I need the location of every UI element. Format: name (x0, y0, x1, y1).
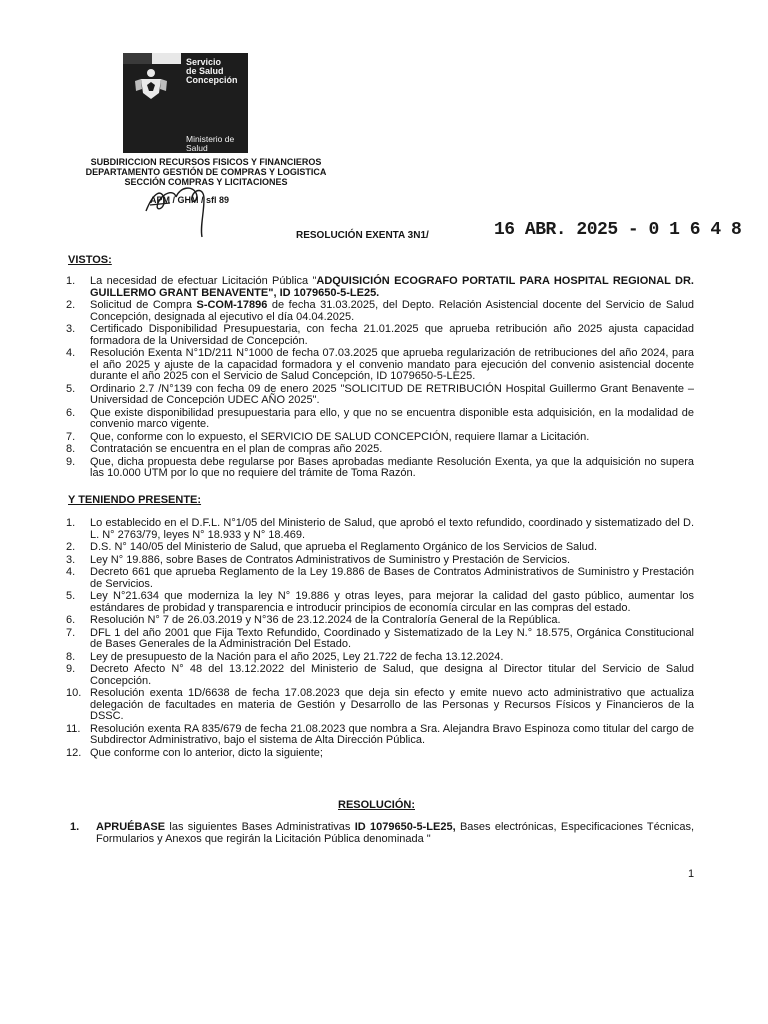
text-segment: Que existe disponibilidad presupuestaria para ello, y que no se encuentra disponible esta adquisición, en la modalidad de convenio marco vigente. (90, 406, 694, 430)
resolucion-item-number: 1. (70, 821, 80, 833)
text-segment: Bases electrónicas, Especificaciones Técnicas, Formularios y Anexos que regirán la Licitación Pública denominada " (96, 821, 694, 845)
org-line: SECCIÓN COMPRAS Y LICITACIONES (124, 177, 288, 187)
vistos-item (66, 408, 694, 431)
vistos-item (66, 384, 694, 407)
vistos-item (66, 324, 694, 347)
org-line: SUBDIRICCION RECURSOS FISICOS Y FINANCIEROS (90, 157, 322, 167)
item-number: 1. (66, 275, 76, 287)
item-text (90, 348, 694, 383)
logo-service-name (186, 58, 248, 85)
item-number: 7. (66, 430, 76, 443)
item-text: Resolución N° 7 de 26.03.2019 y N°36 de 23.12.2024 de la Contraloría General de la República. (90, 614, 561, 626)
teniendo-item (66, 518, 694, 541)
item-number: 10. (66, 687, 82, 699)
resolucion-heading: RESOLUCIÓN: (338, 799, 415, 811)
teniendo-heading: Y TENIENDO PRESENTE: (68, 494, 202, 506)
item-text: D.S. N° 140/05 del Ministerio de Salud, que aprueba el Reglamento Orgánico de los Servicios de Salud. (90, 541, 598, 553)
text-segment: Que, dicha propuesta debe regularse por Bases aprobadas mediante Resolución Exenta, ya que la adquisición no supera las 10.000 UTM por lo que no requiere del trámite de Toma Razón. (90, 455, 694, 479)
item-text (90, 457, 694, 480)
logo-ministry-line: Ministerio de (186, 134, 235, 144)
item-number: 5. (66, 382, 76, 395)
item-number: 8. (66, 650, 76, 663)
text-segment: de fecha 31.03.2025, del Depto. Relación Asistencial docente del Servicio de Salud Concepción, designada al ejecutivo el día 04.04.2025. (90, 299, 694, 323)
logo-service-line: Concepción (186, 75, 238, 85)
item-text: Decreto Afecto N° 48 del 13.12.2022 del Ministerio de Salud, que designa al Director titular del Servicio de Salud Concepción. (90, 663, 694, 687)
item-text: Resolución exenta RA 835/679 de fecha 21.08.2023 que nombra a Sra. Alejandra Bravo Espinoza como titular del cargo de Subdirector Administrativo, bajo el sistema de Alta Dirección Pública. (90, 722, 694, 746)
text-segment: Resolución Exenta N°1D/211 N°1000 de fecha 07.03.2025 que aprueba regularización de retribuciones del año 2024, para el año 2025 y ajuste de la capacidad formadora y el convenio mandato para ejecución del convenio asistencial docente durante el año 2025 con el Servicio de Salud Concepción, ID 1079650-5-LE25. (90, 347, 694, 382)
logo-color-stripe (123, 53, 181, 64)
resolution-label: RESOLUCIÓN EXENTA 3N1/ (296, 230, 429, 241)
handwritten-signature (140, 183, 220, 238)
item-number: 9. (66, 663, 76, 675)
item-number: 5. (66, 590, 76, 602)
teniendo-item (66, 615, 694, 627)
chile-coat-of-arms-icon (133, 67, 169, 101)
item-number: 6. (66, 614, 76, 626)
item-text: DFL 1 del año 2001 que Fija Texto Refundido, Coordinado y Sistematizado de la Ley N.° 18.575, Orgánica Constitucional de Bases Generales de la Administración Del Estado. (90, 626, 694, 650)
item-number: 1. (66, 517, 76, 529)
vistos-item (66, 348, 694, 383)
teniendo-item (66, 628, 694, 651)
bold-text: ADQUISICIÓN ECOGRAFO PORTATIL PARA HOSPITAL REGIONAL DR. GUILLERMO GRANT BENAVENTE", ID 1079650-5-LE25. (90, 275, 694, 299)
item-number: 3. (66, 553, 76, 566)
text-segment: Solicitud de Compra (90, 299, 197, 311)
item-number: 7. (66, 626, 76, 639)
org-line: DEPARTAMENTO GESTIÓN DE COMPRAS Y LOGISTICA (85, 167, 327, 177)
teniendo-item (66, 652, 694, 664)
logo-ministry-line: Salud (186, 143, 208, 153)
item-text: Decreto 661 que aprueba Reglamento de la Ley 19.886 de Bases de Contratos Administrativos de Suministro y Prestación de Servicios. (90, 566, 694, 590)
item-number: 2. (66, 299, 76, 311)
bold-text: ID 1079650-5-LE25, (354, 821, 456, 833)
teniendo-item (66, 748, 694, 760)
vistos-item (66, 300, 694, 323)
item-number: 12. (66, 746, 82, 759)
item-text (90, 276, 694, 299)
item-number: 4. (66, 347, 76, 359)
item-text (90, 432, 694, 444)
item-number: 4. (66, 566, 76, 578)
teniendo-item (66, 688, 694, 723)
vistos-item (66, 444, 694, 456)
item-text: Ley de presupuesto de la Nación para el año 2025, Ley 21.722 de fecha 13.12.2024. (90, 650, 504, 663)
text-segment: Certificado Disponibilidad Presupuestaria, con fecha 21.01.2025 que aprueba retribución año 2025 ajusta capacidad formadora de la Universidad de Concepción. (90, 323, 694, 347)
teniendo-item (66, 542, 694, 554)
text-segment: La necesidad de efectuar Licitación Pública " (90, 275, 317, 287)
teniendo-item (66, 555, 694, 567)
vistos-item (66, 457, 694, 480)
resolucion-item-text (96, 821, 694, 845)
item-text (90, 300, 694, 323)
bold-text: S-COM-17896 (196, 299, 268, 311)
text-segment: Que, conforme con lo expuesto, el SERVICIO DE SALUD CONCEPCIÓN, requiere llamar a Licitación. (90, 430, 590, 443)
item-text (90, 444, 694, 456)
teniendo-item (66, 567, 694, 590)
teniendo-item (66, 664, 694, 687)
item-number: 9. (66, 455, 76, 468)
page-number: 1 (688, 868, 695, 880)
item-number: 2. (66, 541, 76, 553)
teniendo-list (66, 518, 694, 760)
item-text: Que conforme con lo anterior, dicto la siguiente; (90, 746, 323, 759)
item-number: 8. (66, 443, 76, 455)
teniendo-item (66, 724, 694, 747)
item-text (90, 408, 694, 431)
vistos-heading: VISTOS: (68, 254, 112, 266)
item-text (90, 324, 694, 347)
item-text (90, 384, 694, 407)
text-segment: las siguientes Bases Administrativas (165, 821, 355, 833)
vistos-list (66, 276, 694, 481)
item-text: Ley N° 19.886, sobre Bases de Contratos Administrativos de Suministro y Prestación de Servicios. (90, 553, 571, 566)
teniendo-item (66, 591, 694, 614)
item-text: Lo establecido en el D.F.L. N°1/05 del Ministerio de Salud, que aprobó el texto refundido, coordinado y sistematizado del D. L. N° 2763/79, leyes N° 18.933 y N° 18.469. (90, 517, 694, 541)
text-segment: Contratación se encuentra en el plan de compras año 2025. (90, 443, 383, 455)
item-number: 6. (66, 406, 76, 419)
bold-text: APRUÉBASE (96, 821, 166, 833)
reference-code: APM / GHM / sfl 89 (150, 195, 230, 205)
logo-ministry-name (186, 135, 234, 153)
resolucion-item (70, 821, 694, 845)
item-number: 11. (66, 722, 81, 735)
logo-service-line: de Salud (186, 66, 224, 76)
text-segment: Ordinario 2.7 /N°139 con fecha 09 de enero 2025 "SOLICITUD DE RETRIBUCIÓN Hospital Guillermo Grant Benavente – Universidad de Concepción UDEC AÑO 2025". (90, 382, 694, 406)
logo-service-line: Servicio (186, 57, 222, 67)
item-text: Resolución exenta 1D/6638 de fecha 17.08.2023 que deja sin efecto y emite nuevo acto administrativo que actualiza delegación de facultades en materia de Gestión y Desarrollo de las Personas y Recursos Físicos y Financieros de la DSSC. (90, 687, 694, 722)
date-number-stamp: 16 ABR. 2025 - 0 1 6 4 8 (494, 220, 742, 240)
item-number: 3. (66, 323, 76, 335)
ssc-logo (123, 53, 248, 153)
item-text: Ley N°21.634 que moderniza la ley N° 19.886 y otras leyes, para mejorar la calidad del gasto público, aumentar los estándares de probidad y transparencia e introducir principios de economía circular en las compras del estado. (90, 590, 694, 614)
vistos-item (66, 432, 694, 444)
vistos-item (66, 276, 694, 299)
